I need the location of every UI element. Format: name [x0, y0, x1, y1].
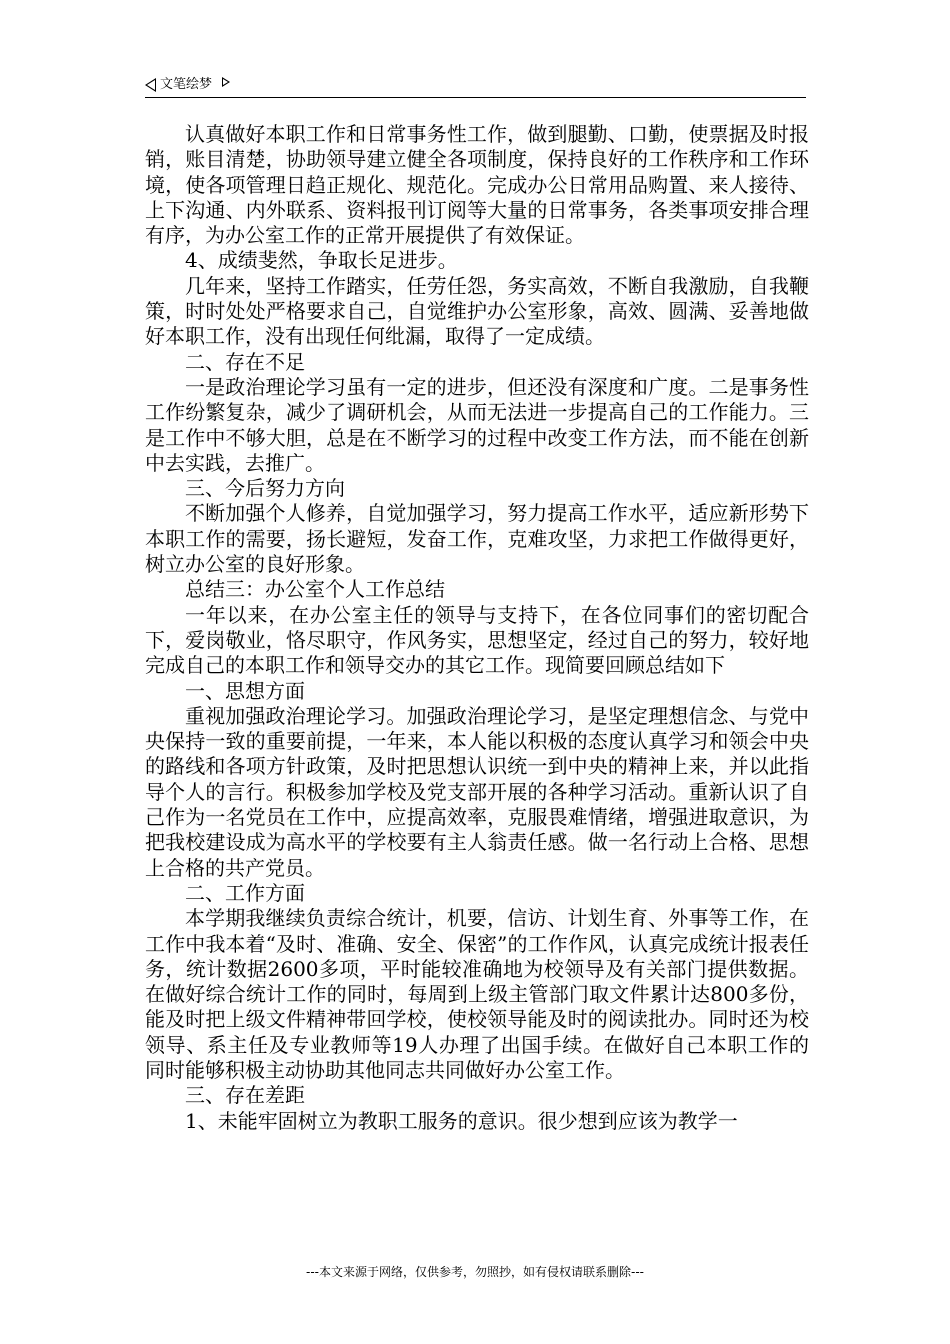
paragraph: 几年来，坚持工作踏实，任劳任怨，务实高效，不断自我激励，自我鞭策，时时处处严格要求自己，自觉维护办公室形象，高效、圆满、妥善地做好本职工作，没有出现任何纰漏，取得了一定成绩。 — [145, 273, 809, 349]
section-heading: 三、存在差距 — [185, 1083, 305, 1108]
section-heading: 二、工作方面 — [185, 880, 305, 905]
paragraph: 一年以来，在办公室主任的领导与支持下，在各位同事们的密切配合下，爱岗敬业，恪尽职守，作风务实，思想坚定，经过自己的努力，较好地完成自己的本职工作和领导交办的其它工作。现简要回顾总结如下 — [145, 602, 809, 678]
document-section-title: 总结三：办公室个人工作总结 — [185, 577, 445, 602]
triangle-left-icon — [145, 78, 156, 92]
header-brand: 文笔绘梦 — [160, 77, 213, 92]
section-heading: 二、存在不足 — [185, 349, 305, 374]
paragraph: 不断加强个人修养，自觉加强学习，努力提高工作水平，适应新形势下本职工作的需要，扬长避短，发奋工作，克难攻坚，力求把工作做得更好，树立办公室的良好形象。 — [145, 501, 809, 577]
paragraph: 1、未能牢固树立为教职工服务的意识。很少想到应该为教学一 — [185, 1108, 738, 1133]
paragraph: 一是政治理论学习虽有一定的进步，但还没有深度和广度。二是事务性工作纷繁复杂，减少了调研机会，从而无法进一步提高自己的工作能力。三是工作中不够大胆，总是在不断学习的过程中改变工作方法，而不能在创新中去实践，去推广。 — [145, 374, 809, 475]
paragraph: 本学期我继续负责综合统计，机要，信访、计划生育、外事等工作，在工作中我本着“及时、准确、安全、保密”的工作作风，认真完成统计报表任务，统计数据2600多项，平时能较准确地为校领导及有关部门提供数据。在做好综合统计工作的同时，每周到上级主管部门取文件累计达800多份，能及时把上级文件精神带回学校，使校领导能及时的阅读批办。同时还为校领导、系主任及专业教师等19人办理了出国手续。在做好自己本职工作的同时能够积极主动协助其他同志共同做好办公室工作。 — [145, 906, 809, 1082]
section-heading: 三、今后努力方向 — [185, 476, 345, 501]
paragraph: 4、成绩斐然，争取长足进步。 — [185, 248, 458, 273]
document-body — [145, 122, 809, 1134]
triangle-right-icon — [222, 77, 230, 87]
header-divider — [145, 97, 806, 98]
page-header — [145, 74, 805, 96]
section-heading: 一、思想方面 — [185, 678, 305, 703]
page-footer-notice: ---本文来源于网络，仅供参考，勿照抄，如有侵权请联系删除--- — [306, 1265, 644, 1279]
paragraph: 重视加强政治理论学习。加强政治理论学习，是坚定理想信念、与党中央保持一致的重要前提，一年来，本人能以积极的态度认真学习和领会中央的路线和各项方针政策，及时把思想认识统一到中央的精神上来，并以此指导个人的言行。积极参加学校及党支部开展的各种学习活动。重新认识了自己作为一名党员在工作中，应提高效率，克服畏难情绪，增强进取意识，为把我校建设成为高水平的学校要有主人翁责任感。做一名行动上合格、思想上合格的共产党员。 — [145, 703, 809, 880]
paragraph: 认真做好本职工作和日常事务性工作，做到腿勤、口勤，使票据及时报销，账目清楚，协助领导建立健全各项制度，保持良好的工作秩序和工作环境，使各项管理日趋正规化、规范化。完成办公日常用品购置、来人接待、上下沟通、内外联系、资料报刊订阅等大量的日常事务，各类事项安排合理有序，为办公室工作的正常开展提供了有效保证。 — [145, 122, 809, 248]
